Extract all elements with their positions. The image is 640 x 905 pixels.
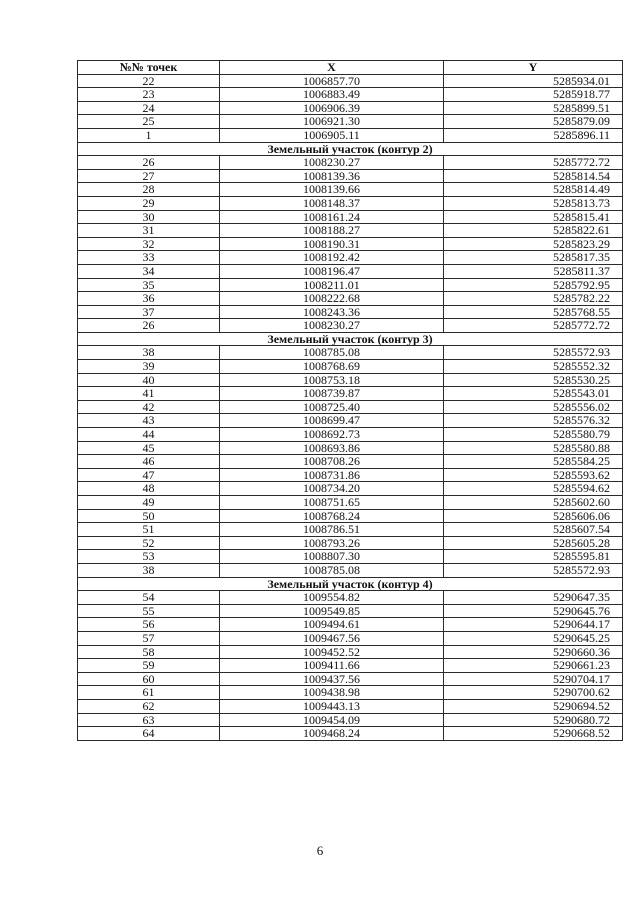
header-y: Y: [444, 61, 623, 75]
point-number-cell: 58: [78, 645, 220, 659]
table-row: [78, 264, 623, 278]
table-row: [78, 251, 623, 265]
x-coordinate-cell: 1008785.08: [220, 563, 444, 577]
y-coordinate-cell: 5285814.54: [444, 169, 623, 183]
point-number-cell: 44: [78, 428, 220, 442]
y-coordinate-cell: 5285580.88: [444, 441, 623, 455]
table-row: [78, 319, 623, 333]
x-coordinate-cell: 1008243.36: [220, 305, 444, 319]
section-heading-row: [78, 577, 623, 591]
x-coordinate-cell: 1009411.66: [220, 659, 444, 673]
point-number-cell: 56: [78, 618, 220, 632]
table-row: [78, 387, 623, 401]
x-coordinate-cell: 1008196.47: [220, 264, 444, 278]
point-number-cell: 47: [78, 468, 220, 482]
table-row: [78, 455, 623, 469]
table-row: [78, 496, 623, 510]
x-coordinate-cell: 1009468.24: [220, 727, 444, 741]
y-coordinate-cell: 5290694.52: [444, 699, 623, 713]
y-coordinate-cell: 5285814.49: [444, 183, 623, 197]
y-coordinate-cell: 5285815.41: [444, 210, 623, 224]
y-coordinate-cell: 5290647.35: [444, 591, 623, 605]
point-number-cell: 49: [78, 496, 220, 510]
point-number-cell: 60: [78, 672, 220, 686]
y-coordinate-cell: 5285594.62: [444, 482, 623, 496]
y-coordinate-cell: 5290700.62: [444, 686, 623, 700]
point-number-cell: 64: [78, 727, 220, 741]
x-coordinate-cell: 1008692.73: [220, 428, 444, 442]
header-point-number: №№ точек: [78, 61, 220, 75]
point-number-cell: 41: [78, 387, 220, 401]
y-coordinate-cell: 5285607.54: [444, 523, 623, 537]
table-row: [78, 441, 623, 455]
x-coordinate-cell: 1008693.86: [220, 441, 444, 455]
x-coordinate-cell: 1006905.11: [220, 128, 444, 142]
y-coordinate-cell: 5285606.06: [444, 509, 623, 523]
x-coordinate-cell: 1006857.70: [220, 74, 444, 88]
table-row: [78, 278, 623, 292]
y-coordinate-cell: 5285572.93: [444, 563, 623, 577]
table-row: [78, 169, 623, 183]
y-coordinate-cell: 5285792.95: [444, 278, 623, 292]
point-number-cell: 42: [78, 400, 220, 414]
y-coordinate-cell: 5285593.62: [444, 468, 623, 482]
x-coordinate-cell: 1009437.56: [220, 672, 444, 686]
point-number-cell: 43: [78, 414, 220, 428]
x-coordinate-cell: 1008739.87: [220, 387, 444, 401]
y-coordinate-cell: 5285602.60: [444, 496, 623, 510]
x-coordinate-cell: 1008190.31: [220, 237, 444, 251]
y-coordinate-cell: 5285543.01: [444, 387, 623, 401]
section-heading-row: [78, 142, 623, 156]
table-row: [78, 536, 623, 550]
point-number-cell: 62: [78, 699, 220, 713]
y-coordinate-cell: 5285572.93: [444, 346, 623, 360]
section-heading: Земельный участок (контур 3): [78, 332, 623, 346]
x-coordinate-cell: 1009549.85: [220, 604, 444, 618]
table-row: [78, 713, 623, 727]
table-row: [78, 618, 623, 632]
y-coordinate-cell: 5290645.25: [444, 631, 623, 645]
point-number-cell: 38: [78, 563, 220, 577]
table-header-row: [78, 61, 623, 75]
x-coordinate-cell: 1009554.82: [220, 591, 444, 605]
y-coordinate-cell: 5285595.81: [444, 550, 623, 564]
header-x: X: [220, 61, 444, 75]
point-number-cell: 33: [78, 251, 220, 265]
table-row: [78, 672, 623, 686]
y-coordinate-cell: 5290668.52: [444, 727, 623, 741]
point-number-cell: 29: [78, 196, 220, 210]
point-number-cell: 26: [78, 319, 220, 333]
point-number-cell: 37: [78, 305, 220, 319]
y-coordinate-cell: 5285782.22: [444, 292, 623, 306]
table-row: [78, 101, 623, 115]
section-heading-row: [78, 332, 623, 346]
point-number-cell: 63: [78, 713, 220, 727]
y-coordinate-cell: 5285817.35: [444, 251, 623, 265]
point-number-cell: 51: [78, 523, 220, 537]
x-coordinate-cell: 1006921.30: [220, 115, 444, 129]
table-body: [78, 74, 623, 740]
y-coordinate-cell: 5285934.01: [444, 74, 623, 88]
y-coordinate-cell: 5290680.72: [444, 713, 623, 727]
point-number-cell: 34: [78, 264, 220, 278]
point-number-cell: 30: [78, 210, 220, 224]
y-coordinate-cell: 5290704.17: [444, 672, 623, 686]
section-heading: Земельный участок (контур 2): [78, 142, 623, 156]
table-row: [78, 128, 623, 142]
table-row: [78, 482, 623, 496]
table-row: [78, 346, 623, 360]
x-coordinate-cell: 1008222.68: [220, 292, 444, 306]
table-row: [78, 156, 623, 170]
point-number-cell: 53: [78, 550, 220, 564]
x-coordinate-cell: 1008211.01: [220, 278, 444, 292]
table-row: [78, 88, 623, 102]
table-row: [78, 74, 623, 88]
y-coordinate-cell: 5285576.32: [444, 414, 623, 428]
y-coordinate-cell: 5285811.37: [444, 264, 623, 278]
x-coordinate-cell: 1009438.98: [220, 686, 444, 700]
x-coordinate-cell: 1009454.09: [220, 713, 444, 727]
y-coordinate-cell: 5290660.36: [444, 645, 623, 659]
point-number-cell: 35: [78, 278, 220, 292]
y-coordinate-cell: 5285813.73: [444, 196, 623, 210]
x-coordinate-cell: 1008708.26: [220, 455, 444, 469]
y-coordinate-cell: 5285772.72: [444, 319, 623, 333]
point-number-cell: 40: [78, 373, 220, 387]
table-row: [78, 604, 623, 618]
x-coordinate-cell: 1009443.13: [220, 699, 444, 713]
point-number-cell: 38: [78, 346, 220, 360]
x-coordinate-cell: 1008731.86: [220, 468, 444, 482]
y-coordinate-cell: 5290661.23: [444, 659, 623, 673]
y-coordinate-cell: 5285605.28: [444, 536, 623, 550]
table-row: [78, 224, 623, 238]
x-coordinate-cell: 1008734.20: [220, 482, 444, 496]
point-number-cell: 50: [78, 509, 220, 523]
y-coordinate-cell: 5285556.02: [444, 400, 623, 414]
x-coordinate-cell: 1008139.36: [220, 169, 444, 183]
table-row: [78, 292, 623, 306]
y-coordinate-cell: 5285822.61: [444, 224, 623, 238]
x-coordinate-cell: 1008139.66: [220, 183, 444, 197]
table-row: [78, 400, 623, 414]
x-coordinate-cell: 1008785.08: [220, 346, 444, 360]
table-row: [78, 373, 623, 387]
table-row: [78, 563, 623, 577]
point-number-cell: 61: [78, 686, 220, 700]
table-row: [78, 550, 623, 564]
x-coordinate-cell: 1008753.18: [220, 373, 444, 387]
y-coordinate-cell: 5285899.51: [444, 101, 623, 115]
x-coordinate-cell: 1008230.27: [220, 156, 444, 170]
table-row: [78, 183, 623, 197]
y-coordinate-cell: 5285530.25: [444, 373, 623, 387]
table-row: [78, 115, 623, 129]
table-row: [78, 659, 623, 673]
table-row: [78, 414, 623, 428]
table-row: [78, 727, 623, 741]
point-number-cell: 57: [78, 631, 220, 645]
point-number-cell: 59: [78, 659, 220, 673]
point-number-cell: 46: [78, 455, 220, 469]
y-coordinate-cell: 5290644.17: [444, 618, 623, 632]
table-row: [78, 210, 623, 224]
x-coordinate-cell: 1008699.47: [220, 414, 444, 428]
point-number-cell: 48: [78, 482, 220, 496]
point-number-cell: 27: [78, 169, 220, 183]
x-coordinate-cell: 1008230.27: [220, 319, 444, 333]
point-number-cell: 32: [78, 237, 220, 251]
point-number-cell: 31: [78, 224, 220, 238]
y-coordinate-cell: 5285918.77: [444, 88, 623, 102]
table-row: [78, 468, 623, 482]
point-number-cell: 39: [78, 360, 220, 374]
point-number-cell: 25: [78, 115, 220, 129]
x-coordinate-cell: 1008786.51: [220, 523, 444, 537]
coordinates-table: [77, 60, 623, 741]
x-coordinate-cell: 1009467.56: [220, 631, 444, 645]
page-number: 6: [316, 843, 324, 858]
x-coordinate-cell: 1008161.24: [220, 210, 444, 224]
table-row: [78, 428, 623, 442]
point-number-cell: 55: [78, 604, 220, 618]
point-number-cell: 1: [78, 128, 220, 142]
y-coordinate-cell: 5285552.32: [444, 360, 623, 374]
x-coordinate-cell: 1009452.52: [220, 645, 444, 659]
point-number-cell: 22: [78, 74, 220, 88]
point-number-cell: 52: [78, 536, 220, 550]
x-coordinate-cell: 1006883.49: [220, 88, 444, 102]
table-row: [78, 305, 623, 319]
x-coordinate-cell: 1008148.37: [220, 196, 444, 210]
table-row: [78, 591, 623, 605]
y-coordinate-cell: 5285896.11: [444, 128, 623, 142]
y-coordinate-cell: 5285768.55: [444, 305, 623, 319]
x-coordinate-cell: 1008751.65: [220, 496, 444, 510]
table-row: [78, 631, 623, 645]
y-coordinate-cell: 5290645.76: [444, 604, 623, 618]
y-coordinate-cell: 5285580.79: [444, 428, 623, 442]
table-row: [78, 237, 623, 251]
x-coordinate-cell: 1008768.69: [220, 360, 444, 374]
point-number-cell: 24: [78, 101, 220, 115]
table-row: [78, 699, 623, 713]
point-number-cell: 26: [78, 156, 220, 170]
y-coordinate-cell: 5285879.09: [444, 115, 623, 129]
x-coordinate-cell: 1008192.42: [220, 251, 444, 265]
table-row: [78, 523, 623, 537]
y-coordinate-cell: 5285823.29: [444, 237, 623, 251]
section-heading: Земельный участок (контур 4): [78, 577, 623, 591]
x-coordinate-cell: 1008807.30: [220, 550, 444, 564]
table-row: [78, 360, 623, 374]
table-row: [78, 686, 623, 700]
point-number-cell: 28: [78, 183, 220, 197]
y-coordinate-cell: 5285772.72: [444, 156, 623, 170]
x-coordinate-cell: 1008793.26: [220, 536, 444, 550]
x-coordinate-cell: 1009494.61: [220, 618, 444, 632]
table-row: [78, 196, 623, 210]
y-coordinate-cell: 5285584.25: [444, 455, 623, 469]
point-number-cell: 23: [78, 88, 220, 102]
x-coordinate-cell: 1008188.27: [220, 224, 444, 238]
table-row: [78, 509, 623, 523]
table-row: [78, 645, 623, 659]
point-number-cell: 45: [78, 441, 220, 455]
x-coordinate-cell: 1008725.40: [220, 400, 444, 414]
point-number-cell: 54: [78, 591, 220, 605]
x-coordinate-cell: 1008768.24: [220, 509, 444, 523]
point-number-cell: 36: [78, 292, 220, 306]
x-coordinate-cell: 1006906.39: [220, 101, 444, 115]
coordinates-sheet: [77, 60, 622, 741]
